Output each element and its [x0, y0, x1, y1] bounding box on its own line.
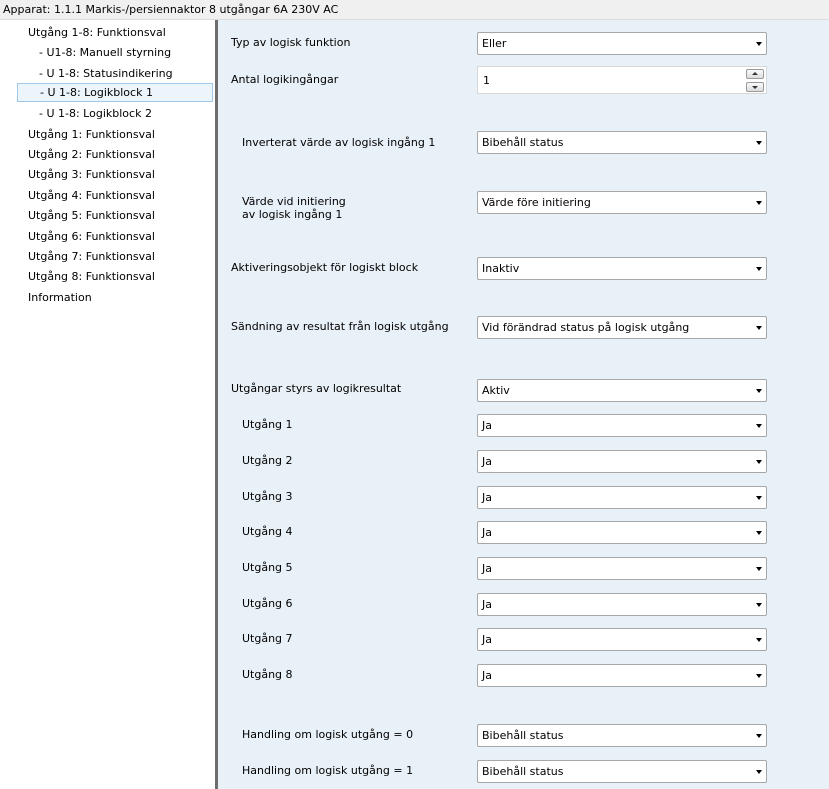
sandning-av-resultat-value: Vid förändrad status på logisk utgång [482, 321, 690, 334]
inverterat-varde-label: Inverterat värde av logisk ingång 1 [242, 136, 436, 149]
spin-up-icon [752, 72, 758, 75]
handling-0-label: Handling om logisk utgång = 0 [242, 728, 414, 741]
spin-down-icon [752, 86, 758, 89]
dropdown-arrow-icon [756, 674, 762, 678]
utgang-6-value: Ja [482, 598, 492, 611]
utgang-6-label: Utgång 6 [242, 597, 293, 610]
dropdown-arrow-icon [756, 424, 762, 428]
dropdown-arrow-icon [756, 734, 762, 738]
aktiveringsobjekt-label: Aktiveringsobjekt för logiskt block [231, 261, 419, 274]
dropdown-arrow-icon [756, 531, 762, 535]
utgang-7-select[interactable] [477, 628, 767, 651]
dropdown-arrow-icon [756, 201, 762, 205]
utgang-5-select[interactable] [477, 557, 767, 580]
dropdown-arrow-icon [756, 603, 762, 607]
varde-vid-initiering-label-line1: Värde vid initiering [242, 195, 346, 208]
dropdown-arrow-icon [756, 770, 762, 774]
utgang-4-select[interactable] [477, 521, 767, 544]
aktiveringsobjekt-select[interactable] [477, 257, 767, 280]
utgang-4-label: Utgång 4 [242, 525, 293, 538]
tree-item-utgang-3[interactable]: Utgång 3: Funktionsval [28, 168, 155, 181]
inverterat-varde-value: Bibehåll status [482, 136, 564, 149]
varde-vid-initiering-label-line2: av logisk ingång 1 [242, 208, 343, 221]
tree-item-utgang-4[interactable]: Utgång 4: Funktionsval [28, 189, 155, 202]
handling-1-label: Handling om logisk utgång = 1 [242, 764, 414, 777]
utgang-5-value: Ja [482, 562, 492, 575]
tree-item-utgang-8[interactable]: Utgång 8: Funktionsval [28, 270, 155, 283]
utgang-2-label: Utgång 2 [242, 454, 293, 467]
dropdown-arrow-icon [756, 638, 762, 642]
tree-item-logikblock-2[interactable]: - U 1-8: Logikblock 2 [39, 107, 152, 120]
window-title: Apparat: 1.1.1 Markis-/persiennaktor 8 utgångar 6A 230V AC [3, 3, 339, 16]
handling-1-value: Bibehåll status [482, 765, 564, 778]
tree-item-manuell-styrning[interactable]: - U1-8: Manuell styrning [39, 46, 172, 59]
sandning-av-resultat-label: Sändning av resultat från logisk utgång [231, 320, 449, 333]
antal-logikingangar-spinner[interactable] [477, 66, 767, 94]
antal-logikingangar-label: Antal logikingångar [231, 73, 339, 86]
typ-av-logisk-funktion-value: Eller [482, 37, 507, 50]
spin-down-button[interactable] [746, 82, 764, 92]
tree-item-utgang-5[interactable]: Utgång 5: Funktionsval [28, 209, 155, 222]
utgang-6-select[interactable] [477, 593, 767, 616]
utgangar-styrs-select[interactable] [477, 379, 767, 402]
utgang-3-value: Ja [482, 491, 492, 504]
handling-0-value: Bibehåll status [482, 729, 564, 742]
tree-item-statusindikering[interactable]: - U 1-8: Statusindikering [39, 67, 173, 80]
utgang-5-label: Utgång 5 [242, 561, 293, 574]
spin-up-button[interactable] [746, 69, 764, 79]
utgang-8-select[interactable] [477, 664, 767, 687]
tree-item-utgang-1-8-funktionsval[interactable]: Utgång 1-8: Funktionsval [28, 26, 166, 39]
parameter-panel [218, 20, 829, 789]
typ-av-logisk-funktion-select[interactable] [477, 32, 767, 55]
dropdown-arrow-icon [756, 42, 762, 46]
dropdown-arrow-icon [756, 326, 762, 330]
navigation-tree [0, 20, 215, 789]
sandning-av-resultat-select[interactable] [477, 316, 767, 339]
utgang-1-select[interactable] [477, 414, 767, 437]
utgang-1-value: Ja [482, 419, 492, 432]
utgang-8-label: Utgång 8 [242, 668, 293, 681]
title-bar [0, 0, 829, 20]
utgang-2-value: Ja [482, 455, 492, 468]
handling-0-select[interactable] [477, 724, 767, 747]
tree-item-utgang-7[interactable]: Utgång 7: Funktionsval [28, 250, 155, 263]
utgang-3-select[interactable] [477, 486, 767, 509]
antal-logikingangar-value: 1 [483, 74, 490, 87]
dropdown-arrow-icon [756, 460, 762, 464]
utgangar-styrs-value: Aktiv [482, 384, 510, 397]
varde-vid-initiering-select[interactable] [477, 191, 767, 214]
handling-1-select[interactable] [477, 760, 767, 783]
tree-item-utgang-6[interactable]: Utgång 6: Funktionsval [28, 230, 155, 243]
utgang-4-value: Ja [482, 526, 492, 539]
aktiveringsobjekt-value: Inaktiv [482, 262, 520, 275]
dropdown-arrow-icon [756, 496, 762, 500]
dropdown-arrow-icon [756, 141, 762, 145]
utgang-2-select[interactable] [477, 450, 767, 473]
tree-item-utgang-1[interactable]: Utgång 1: Funktionsval [28, 128, 155, 141]
typ-av-logisk-funktion-label: Typ av logisk funktion [231, 36, 351, 49]
tree-item-utgang-2[interactable]: Utgång 2: Funktionsval [28, 148, 155, 161]
varde-vid-initiering-value: Värde före initiering [482, 196, 591, 209]
dropdown-arrow-icon [756, 567, 762, 571]
utgang-1-label: Utgång 1 [242, 418, 293, 431]
utgang-3-label: Utgång 3 [242, 490, 293, 503]
dropdown-arrow-icon [756, 267, 762, 271]
utgang-8-value: Ja [482, 669, 492, 682]
inverterat-varde-select[interactable] [477, 131, 767, 154]
utgangar-styrs-label: Utgångar styrs av logikresultat [231, 382, 402, 395]
dropdown-arrow-icon [756, 389, 762, 393]
tree-item-information[interactable]: Information [28, 291, 92, 304]
utgang-7-value: Ja [482, 633, 492, 646]
utgang-7-label: Utgång 7 [242, 632, 293, 645]
tree-item-logikblock-1[interactable]: - U 1-8: Logikblock 1 [17, 83, 213, 102]
